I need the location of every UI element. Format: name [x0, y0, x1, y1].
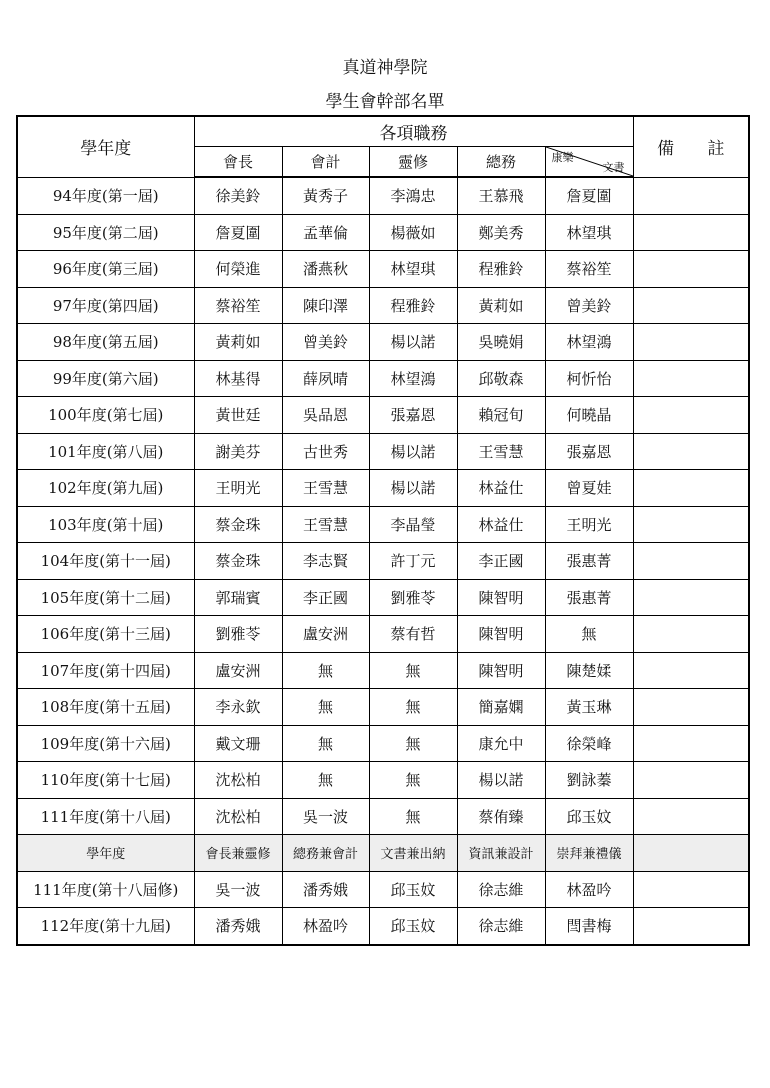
name-cell: 賴冠旬: [457, 397, 545, 434]
table-row: [17, 798, 749, 835]
name-cell: 詹夏圍: [545, 177, 633, 214]
name-cell: 林盈吟: [545, 871, 633, 908]
name-cell: 鄭美秀: [457, 214, 545, 251]
table-row: [17, 214, 749, 251]
remark-cell: [633, 616, 749, 653]
name-cell: 陳智明: [457, 616, 545, 653]
name-cell: 蔡裕笙: [194, 287, 282, 324]
year-cell: 101年度(第八屆): [17, 433, 194, 470]
name-cell: 何榮進: [194, 251, 282, 288]
name-cell: 薛夙晴: [282, 360, 369, 397]
name-cell: 無: [369, 689, 457, 726]
name-cell: 邱敬森: [457, 360, 545, 397]
name-cell: 王雪慧: [282, 470, 369, 507]
name-cell: 陳印澤: [282, 287, 369, 324]
name-cell: 吳一波: [194, 871, 282, 908]
name-cell: 張惠菁: [545, 579, 633, 616]
table-row: [17, 433, 749, 470]
remark-cell: [633, 324, 749, 361]
name-cell: 康允中: [457, 725, 545, 762]
year-cell: 學年度: [17, 835, 194, 872]
name-cell: 曾夏娃: [545, 470, 633, 507]
name-cell: 楊以諾: [369, 470, 457, 507]
name-cell: 郭瑞賓: [194, 579, 282, 616]
name-cell: 張惠菁: [545, 543, 633, 580]
name-cell: 邱玉妏: [369, 908, 457, 945]
name-cell: 林益仕: [457, 470, 545, 507]
name-cell: 無: [282, 762, 369, 799]
name-cell: 李正國: [282, 579, 369, 616]
table-row: [17, 287, 749, 324]
name-cell: 徐志維: [457, 908, 545, 945]
officer-table: [16, 115, 750, 946]
name-cell: 沈松柏: [194, 798, 282, 835]
name-cell: 劉詠蓁: [545, 762, 633, 799]
table-row: [17, 251, 749, 288]
diag-top-label: 康樂: [551, 151, 574, 164]
name-cell: 楊薇如: [369, 214, 457, 251]
name-cell: 李晶瑩: [369, 506, 457, 543]
year-cell: 99年度(第六屆): [17, 360, 194, 397]
name-cell: 李正國: [457, 543, 545, 580]
table-row: [17, 470, 749, 507]
name-cell: 張嘉恩: [545, 433, 633, 470]
name-cell: 曾美鈴: [282, 324, 369, 361]
year-cell: 97年度(第四屆): [17, 287, 194, 324]
name-cell: 林望琪: [545, 214, 633, 251]
name-cell: 邱玉妏: [369, 871, 457, 908]
name-cell: 林益仕: [457, 506, 545, 543]
name-cell: 王雪慧: [282, 506, 369, 543]
name-cell: 王明光: [545, 506, 633, 543]
diagonal-role-header: [545, 147, 633, 178]
name-cell: 盧安洲: [194, 652, 282, 689]
name-cell: 吳品恩: [282, 397, 369, 434]
table-row: [17, 616, 749, 653]
role-header: 會長: [194, 147, 282, 178]
name-cell: 黃莉如: [194, 324, 282, 361]
name-cell: 陳楚媃: [545, 652, 633, 689]
name-cell: 徐美鈴: [194, 177, 282, 214]
name-cell: 李鴻忠: [369, 177, 457, 214]
name-cell: 蔡有哲: [369, 616, 457, 653]
remark-cell: [633, 177, 749, 214]
year-cell: 95年度(第二屆): [17, 214, 194, 251]
name-cell: 程雅鈴: [369, 287, 457, 324]
name-cell: 無: [282, 689, 369, 726]
name-cell: 無: [369, 762, 457, 799]
role-header: 靈修: [369, 147, 457, 178]
table-row: [17, 762, 749, 799]
year-cell: 110年度(第十七屆): [17, 762, 194, 799]
name-cell: 楊以諾: [369, 433, 457, 470]
school-name: 真道神學院: [342, 58, 428, 78]
name-cell: 黃世廷: [194, 397, 282, 434]
remark-cell: [633, 360, 749, 397]
year-cell: 111年度(第十八屆修): [17, 871, 194, 908]
name-cell: 劉雅苓: [194, 616, 282, 653]
name-cell: 蔡金珠: [194, 543, 282, 580]
year-cell: 105年度(第十二屆): [17, 579, 194, 616]
name-cell: 林望鴻: [545, 324, 633, 361]
name-cell: 資訊兼設計: [457, 835, 545, 872]
name-cell: 會長兼靈修: [194, 835, 282, 872]
name-cell: 林基得: [194, 360, 282, 397]
remark-cell: [633, 835, 749, 872]
remark-cell: [633, 287, 749, 324]
name-cell: 崇拜兼禮儀: [545, 835, 633, 872]
name-cell: 徐榮峰: [545, 725, 633, 762]
role-header: 總務: [457, 147, 545, 178]
remark-cell: [633, 470, 749, 507]
name-cell: 徐志維: [457, 871, 545, 908]
year-cell: 94年度(第一屆): [17, 177, 194, 214]
name-cell: 戴文珊: [194, 725, 282, 762]
name-cell: 潘燕秋: [282, 251, 369, 288]
name-cell: 陳智明: [457, 579, 545, 616]
name-cell: 黃玉琳: [545, 689, 633, 726]
name-cell: 蔡侑臻: [457, 798, 545, 835]
group-header: 各項職務: [194, 116, 633, 147]
remark-cell: [633, 908, 749, 945]
name-cell: 柯忻怡: [545, 360, 633, 397]
table-row: [17, 360, 749, 397]
name-cell: 總務兼會計: [282, 835, 369, 872]
name-cell: 潘秀娥: [194, 908, 282, 945]
name-cell: 楊以諾: [457, 762, 545, 799]
table-row: [17, 725, 749, 762]
year-cell: 106年度(第十三屆): [17, 616, 194, 653]
diag-bottom-label: 文書: [602, 161, 625, 174]
name-cell: 簡嘉嫻: [457, 689, 545, 726]
table-row: [17, 543, 749, 580]
name-cell: 古世秀: [282, 433, 369, 470]
remark-cell: [633, 689, 749, 726]
name-cell: 王慕飛: [457, 177, 545, 214]
name-cell: 王明光: [194, 470, 282, 507]
name-cell: 謝美芬: [194, 433, 282, 470]
year-cell: 109年度(第十六屆): [17, 725, 194, 762]
sub-header-row: [17, 835, 749, 872]
name-cell: 盧安洲: [282, 616, 369, 653]
name-cell: 林盈吟: [282, 908, 369, 945]
name-cell: 林望琪: [369, 251, 457, 288]
name-cell: 吳曉娟: [457, 324, 545, 361]
name-cell: 無: [369, 652, 457, 689]
year-cell: 96年度(第三屆): [17, 251, 194, 288]
remark-cell: [633, 762, 749, 799]
year-cell: 108年度(第十五屆): [17, 689, 194, 726]
name-cell: 詹夏圍: [194, 214, 282, 251]
name-cell: 無: [545, 616, 633, 653]
remark-cell: [633, 725, 749, 762]
name-cell: 陳智明: [457, 652, 545, 689]
name-cell: 吳一波: [282, 798, 369, 835]
year-cell: 102年度(第九屆): [17, 470, 194, 507]
year-header: 學年度: [17, 116, 194, 177]
list-title: 學生會幹部名單: [325, 92, 445, 112]
remark-header: 備 註: [633, 116, 749, 177]
name-cell: 孟華倫: [282, 214, 369, 251]
remark-cell: [633, 579, 749, 616]
year-cell: 98年度(第五屆): [17, 324, 194, 361]
remark-cell: [633, 397, 749, 434]
year-cell: 111年度(第十八屆): [17, 798, 194, 835]
table-row: [17, 324, 749, 361]
name-cell: 程雅鈴: [457, 251, 545, 288]
name-cell: 許丁元: [369, 543, 457, 580]
remark-cell: [633, 214, 749, 251]
table-row: [17, 397, 749, 434]
name-cell: 曾美鈴: [545, 287, 633, 324]
table-row: [17, 506, 749, 543]
remark-cell: [633, 251, 749, 288]
name-cell: 黃莉如: [457, 287, 545, 324]
name-cell: 沈松柏: [194, 762, 282, 799]
remark-cell: [633, 798, 749, 835]
year-cell: 107年度(第十四屆): [17, 652, 194, 689]
name-cell: 張嘉恩: [369, 397, 457, 434]
remark-cell: [633, 506, 749, 543]
name-cell: 無: [282, 652, 369, 689]
role-header: 會計: [282, 147, 369, 178]
name-cell: 無: [369, 725, 457, 762]
name-cell: 林望鴻: [369, 360, 457, 397]
name-cell: 無: [282, 725, 369, 762]
name-cell: 蔡裕笙: [545, 251, 633, 288]
remark-cell: [633, 433, 749, 470]
name-cell: 李永欽: [194, 689, 282, 726]
remark-cell: [633, 543, 749, 580]
table-row: [17, 652, 749, 689]
name-cell: 蔡金珠: [194, 506, 282, 543]
remark-cell: [633, 871, 749, 908]
table-row: [17, 177, 749, 214]
year-cell: 104年度(第十一屆): [17, 543, 194, 580]
remark-cell: [633, 652, 749, 689]
name-cell: 楊以諾: [369, 324, 457, 361]
name-cell: 閆書梅: [545, 908, 633, 945]
table-row: [17, 871, 749, 908]
table-row: [17, 908, 749, 945]
name-cell: 邱玉妏: [545, 798, 633, 835]
table-row: [17, 579, 749, 616]
table-row: [17, 689, 749, 726]
name-cell: 文書兼出納: [369, 835, 457, 872]
year-cell: 103年度(第十屆): [17, 506, 194, 543]
name-cell: 王雪慧: [457, 433, 545, 470]
name-cell: 無: [369, 798, 457, 835]
name-cell: 黃秀子: [282, 177, 369, 214]
year-cell: 100年度(第七屆): [17, 397, 194, 434]
name-cell: 劉雅苓: [369, 579, 457, 616]
name-cell: 何曉晶: [545, 397, 633, 434]
name-cell: 潘秀娥: [282, 871, 369, 908]
name-cell: 李志賢: [282, 543, 369, 580]
year-cell: 112年度(第十九屆): [17, 908, 194, 945]
